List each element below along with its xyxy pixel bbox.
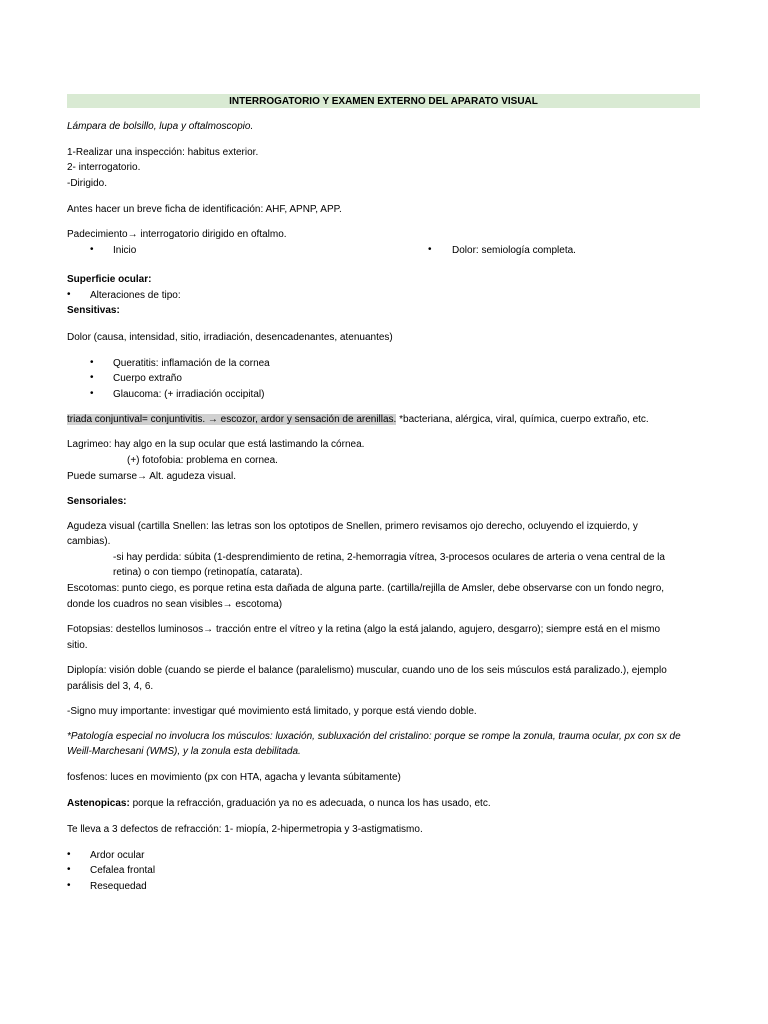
bullet-icon: • bbox=[428, 244, 432, 255]
bullet-icon: • bbox=[90, 357, 94, 368]
astenopicas-line bbox=[67, 797, 491, 810]
final-item-cefalea: Cefalea frontal bbox=[90, 865, 156, 876]
step-3: -Dirigido. bbox=[67, 178, 108, 189]
tools-line: Lámpara de bolsillo, lupa y oftalmoscopio. bbox=[67, 121, 254, 132]
bullet-icon: • bbox=[67, 289, 71, 300]
fosfenos-line: fosfenos: luces en movimiento (px con HTA, agacha y levanta súbitamente) bbox=[67, 772, 401, 783]
defectos-line: Te lleva a 3 defectos de refracción: 1- miopía, 2-hipermetropia y 3-astigmatismo. bbox=[67, 824, 423, 835]
fotopsias-line-2: sitio. bbox=[67, 640, 88, 651]
astenopicas-label: Astenopicas: bbox=[67, 798, 130, 809]
padecimiento-line: Padecimiento→ interrogatorio dirigido en oftalmo. bbox=[67, 229, 287, 240]
sumarse-line: Puede sumarse→ Alt. agudeza visual. bbox=[67, 471, 236, 482]
id-card-line: Antes hacer un breve ficha de identificación: AHF, APNP, APP. bbox=[67, 204, 342, 215]
signo-line: -Signo muy importante: investigar qué movimiento está limitado, y porque está viendo doble. bbox=[67, 706, 477, 717]
triada-line bbox=[67, 413, 649, 426]
alteraciones-item: Alteraciones de tipo: bbox=[90, 290, 181, 301]
dolor-item-glaucoma: Glaucoma: (+ irradiación occipital) bbox=[113, 389, 265, 400]
diplopia-line-2: parálisis del 3, 4, 6. bbox=[67, 681, 154, 692]
astenopicas-text: porque la refracción, graduación ya no es adecuada, o nunca los has usado, etc. bbox=[129, 798, 491, 809]
sensoriales-heading: Sensoriales: bbox=[67, 496, 127, 507]
bullet-icon: • bbox=[90, 388, 94, 399]
bullet-icon: • bbox=[90, 372, 94, 383]
diplopia-line-1: Diplopía: visión doble (cuando se pierde el balance (paralelismo) muscular, cuando uno de los seis músculos está paralizado.), ejemplo bbox=[67, 665, 667, 676]
superficie-heading: Superficie ocular: bbox=[67, 274, 152, 285]
step-2: 2- interrogatorio. bbox=[67, 162, 141, 173]
bullet-icon: • bbox=[90, 244, 94, 255]
fotopsias-line-1: Fotopsias: destellos luminosos→ tracción entre el vítreo y la retina (algo la está jalando, agujero, desgarro); siempre está en el mismo bbox=[67, 624, 661, 635]
dolor-line: Dolor (causa, intensidad, sitio, irradiación, desencadenantes, atenuantes) bbox=[67, 332, 393, 343]
dolor-item-queratitis: Queratitis: inflamación de la cornea bbox=[113, 358, 270, 369]
escotomas-line-2: donde los cuadros no sean visibles→ escotoma) bbox=[67, 599, 283, 610]
document-title: INTERROGATORIO Y EXAMEN EXTERNO DEL APARATO VISUAL bbox=[229, 96, 538, 107]
agudeza-line-1: Agudeza visual (cartilla Snellen: las letras son los optotipos de Snellen, primero revisamos ojo derecho, ocluyendo el izquierdo, y bbox=[67, 521, 638, 532]
perdida-line-2: retina) o con tiempo (retinopatía, catarata). bbox=[113, 567, 303, 578]
padecimiento-item-inicio: Inicio bbox=[113, 245, 137, 256]
padecimiento-item-dolor: Dolor: semiología completa. bbox=[452, 245, 576, 256]
patologia-line-1: *Patología especial no involucra los músculos: luxación, subluxación del cristalino: porque se rompe la zonula, trauma ocular, px con sx de bbox=[67, 731, 681, 742]
triada-rest: *bacteriana, alérgica, viral, química, cuerpo extraño, etc. bbox=[396, 414, 649, 425]
agudeza-line-2: cambias). bbox=[67, 536, 111, 547]
perdida-line-1: -si hay perdida: súbita (1-desprendimiento de retina, 2-hemorragia vítrea, 3-procesos oculares de arteria o vena central de la bbox=[113, 552, 665, 563]
triada-highlight: triada conjuntival= conjuntivitis. → escozor, ardor y sensación de arenillas. bbox=[67, 414, 397, 425]
patologia-line-2: Weill-Marchesani (WMS), y la zonula esta debilitada. bbox=[67, 746, 301, 757]
sensitivas-heading: Sensitivas: bbox=[67, 305, 120, 316]
lagrimeo-line: Lagrimeo: hay algo en la sup ocular que está lastimando la córnea. bbox=[67, 439, 365, 450]
escotomas-line-1: Escotomas: punto ciego, es porque retina esta dañada de alguna parte. (cartilla/rejilla de Amsler, debe observarse con un fondo negro, bbox=[67, 583, 665, 594]
step-1: 1-Realizar una inspección: habitus exterior. bbox=[67, 147, 259, 158]
fotofobia-line: (+) fotofobia: problema en cornea. bbox=[127, 455, 278, 466]
dolor-item-cuerpo: Cuerpo extraño bbox=[113, 373, 182, 384]
bullet-icon: • bbox=[67, 864, 71, 875]
final-item-ardor: Ardor ocular bbox=[90, 850, 145, 861]
bullet-icon: • bbox=[67, 880, 71, 891]
bullet-icon: • bbox=[67, 849, 71, 860]
final-item-resequedad: Resequedad bbox=[90, 881, 147, 892]
